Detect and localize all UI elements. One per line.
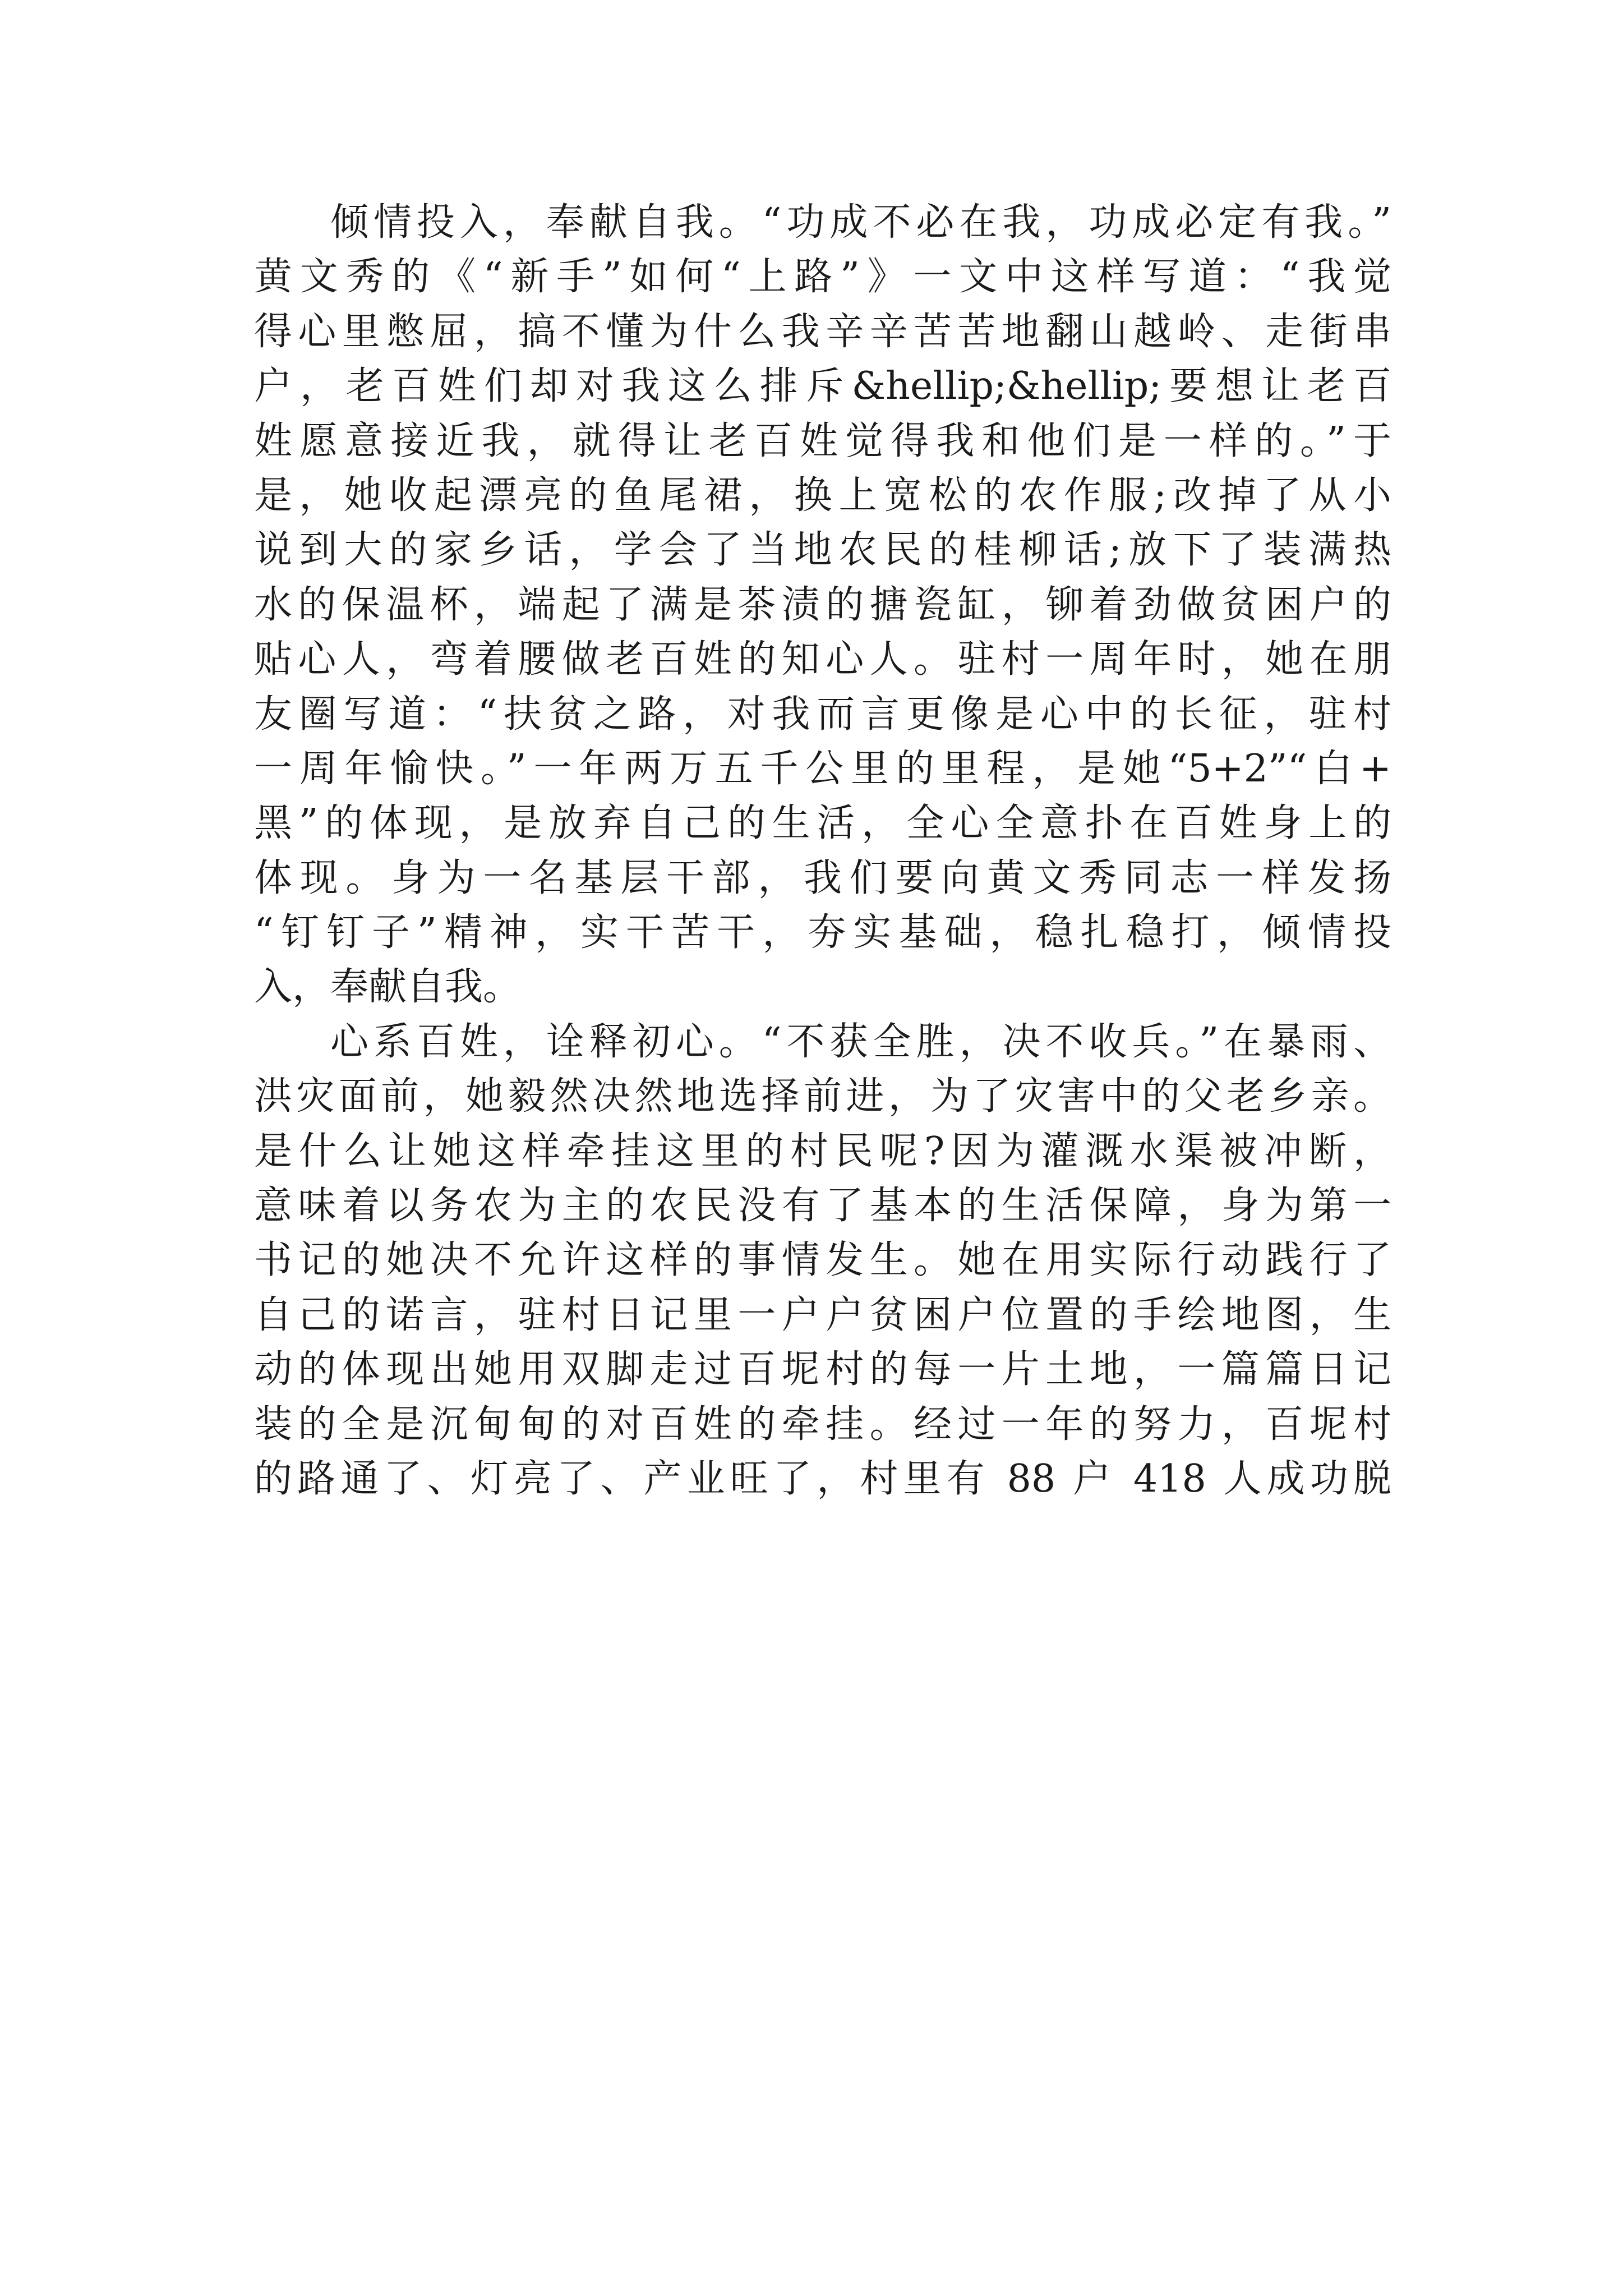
text-line: 得心里憋屈，搞不懂为什么我辛辛苦苦地翻山越岭、走街串 bbox=[254, 309, 1391, 354]
paragraph bbox=[254, 195, 1391, 1015]
text-line: 是什么让她这样牵挂这里的村民呢?因为灌溉水渠被冲断， bbox=[254, 1129, 1391, 1174]
text-line: 自己的诺言，驻村日记里一户户贫困户位置的手绘地图，生 bbox=[254, 1292, 1391, 1337]
paragraph bbox=[254, 1015, 1391, 1507]
text-line: 的路通了、灯亮了、产业旺了，村里有 88 户 418 人成功脱 bbox=[254, 1456, 1391, 1501]
text-line: “钉钉子”精神，实干苦干，夯实基础，稳扎稳打，倾情投 bbox=[254, 910, 1391, 955]
text-line: 贴心人，弯着腰做老百姓的知心人。驻村一周年时，她在朋 bbox=[254, 637, 1391, 682]
text-line: 体现。身为一名基层干部，我们要向黄文秀同志一样发扬 bbox=[254, 855, 1391, 900]
text-line: 友圈写道：“扶贫之路，对我而言更像是心中的长征，驻村 bbox=[254, 692, 1391, 737]
text-line: 入，奉献自我。 bbox=[254, 965, 522, 1010]
text-line: 户，老百姓们却对我这么排斥&hellip;&hellip;要想让老百 bbox=[254, 364, 1391, 409]
text-line: 说到大的家乡话，学会了当地农民的桂柳话;放下了装满热 bbox=[254, 528, 1391, 573]
body-text bbox=[254, 195, 1391, 1506]
text-line: 水的保温杯，端起了满是茶渍的搪瓷缸，铆着劲做贫困户的 bbox=[254, 582, 1391, 627]
text-line: 心系百姓，诠释初心。“不获全胜，决不收兵。”在暴雨、 bbox=[330, 1019, 1391, 1064]
text-line: 装的全是沉甸甸的对百姓的牵挂。经过一年的努力，百坭村 bbox=[254, 1402, 1391, 1447]
text-line: 黄文秀的《“新手”如何“上路”》一文中这样写道：“我觉 bbox=[254, 255, 1391, 300]
text-line: 一周年愉快。”一年两万五千公里的里程，是她“5+2”“白+ bbox=[254, 746, 1391, 791]
text-line: 倾情投入，奉献自我。“功成不必在我，功成必定有我。” bbox=[330, 200, 1391, 245]
text-line: 姓愿意接近我，就得让老百姓觉得我和他们是一样的。”于 bbox=[254, 418, 1391, 463]
text-line: 意味着以务农为主的农民没有了基本的生活保障，身为第一 bbox=[254, 1184, 1391, 1228]
text-line: 洪灾面前，她毅然决然地选择前进，为了灾害中的父老乡亲。 bbox=[254, 1074, 1391, 1119]
text-line: 是，她收起漂亮的鱼尾裙，换上宽松的农作服;改掉了从小 bbox=[254, 473, 1391, 518]
text-line: 黑”的体现，是放弃自己的生活，全心全意扑在百姓身上的 bbox=[254, 801, 1391, 846]
text-line: 动的体现出她用双脚走过百坭村的每一片土地，一篇篇日记 bbox=[254, 1347, 1391, 1392]
text-line: 书记的她决不允许这样的事情发生。她在用实际行动践行了 bbox=[254, 1238, 1391, 1283]
